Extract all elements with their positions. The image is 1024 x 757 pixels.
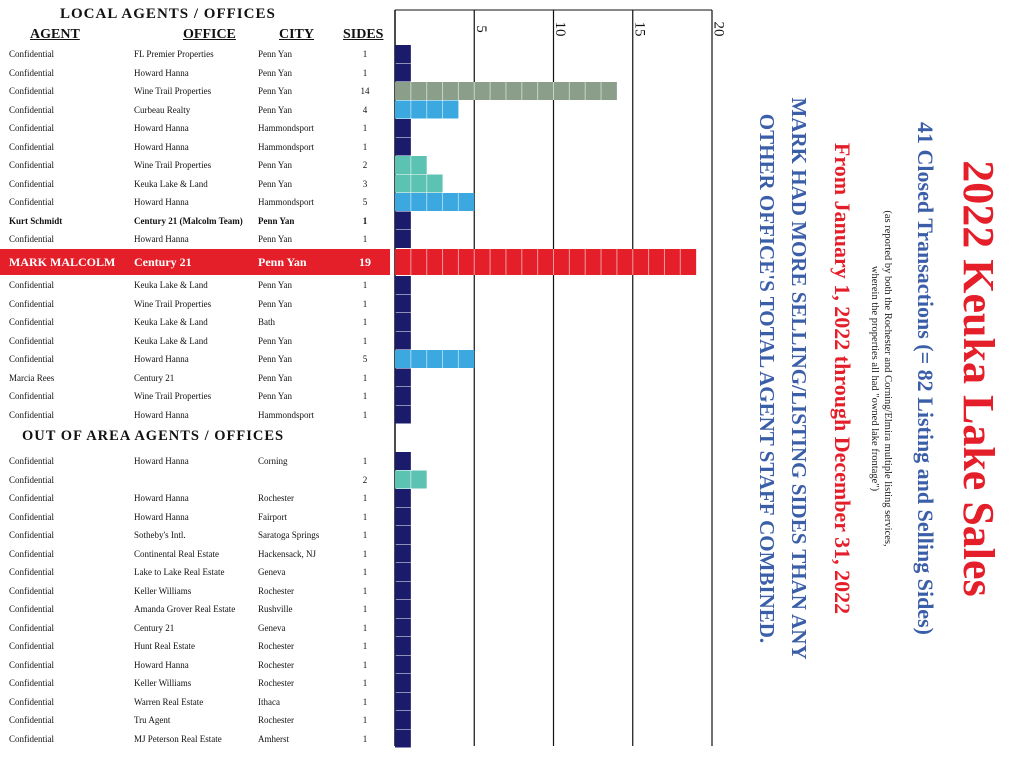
- cell-agent: Confidential: [9, 604, 54, 614]
- cell-agent: Confidential: [9, 678, 54, 688]
- cell-office: Wine Trail Properties: [134, 391, 212, 401]
- cell-office: Century 21 (Malcolm Team): [134, 215, 243, 226]
- cell-city: Hammondsport: [258, 123, 314, 133]
- bar: [395, 230, 411, 248]
- source-note-line-2: wherein the properties all had "owned lake frontage"): [869, 265, 880, 492]
- cell-sides: 1: [362, 141, 368, 152]
- cell-city: Penn Yan: [258, 67, 293, 78]
- cell-office: Tru Agent: [134, 715, 171, 725]
- cell-office: Amanda Grover Real Estate: [134, 604, 236, 614]
- cell-office: Wine Trail Properties: [134, 298, 212, 309]
- cell-city: Penn Yan: [258, 86, 293, 96]
- cell-sides: 1: [362, 530, 368, 540]
- cell-city: Rochester: [258, 678, 294, 688]
- cell-agent: Confidential: [9, 86, 54, 96]
- bar: [395, 119, 411, 137]
- cell-sides: 1: [362, 49, 368, 59]
- cell-agent: Confidential: [9, 354, 54, 364]
- bar: [395, 295, 411, 313]
- cell-agent: Confidential: [9, 298, 54, 309]
- cell-sides: 1: [362, 215, 368, 226]
- cell-city: Rochester: [258, 641, 294, 651]
- cell-sides: 2: [362, 160, 368, 170]
- cell-city: Geneva: [258, 567, 286, 577]
- bar: [395, 656, 411, 674]
- bar: [395, 582, 411, 600]
- cell-sides: 1: [362, 317, 368, 327]
- cell-city: Penn Yan: [258, 215, 295, 226]
- cell-city: Hammondsport: [258, 141, 314, 152]
- cell-agent: Confidential: [9, 178, 54, 189]
- cell-city: Hammondsport: [258, 409, 314, 420]
- cell-sides: 2: [362, 474, 368, 485]
- chart-title: 2022 Keuka Lake Sales: [954, 160, 1003, 597]
- cell-sides: 1: [362, 659, 368, 670]
- x-tick-label: 15: [631, 21, 648, 37]
- cell-sides: 1: [362, 298, 368, 309]
- bar: [395, 693, 411, 711]
- cell-agent: Confidential: [9, 696, 54, 707]
- cell-city: Penn Yan: [258, 298, 293, 309]
- cell-city: Corning: [258, 456, 288, 466]
- bar: [395, 332, 411, 350]
- cell-office: Sotheby's Intl.: [134, 530, 186, 540]
- cell-agent: Confidential: [9, 474, 54, 485]
- cell-sides: 1: [362, 678, 368, 688]
- bar: [395, 730, 411, 748]
- cell-sides: 1: [362, 234, 368, 244]
- claim-line-1: MARK HAD MORE SELLING/LISTING SIDES THAN ANY: [787, 97, 811, 660]
- cell-city: Penn Yan: [258, 280, 293, 290]
- cell-sides: 1: [362, 372, 368, 383]
- cell-sides: 1: [362, 696, 368, 707]
- cell-office: MJ Peterson Real Estate: [134, 733, 222, 744]
- cell-sides: 1: [362, 604, 368, 614]
- cell-sides: 5: [362, 354, 368, 364]
- claim-line-2: OTHER OFFICE'S TOTAL AGENT STAFF COMBINED.: [755, 113, 779, 644]
- cell-office: Wine Trail Properties: [134, 160, 212, 170]
- cell-city: Saratoga Springs: [258, 530, 320, 540]
- cell-sides: 1: [362, 641, 368, 651]
- cell-sides: 1: [362, 733, 368, 744]
- bar: [395, 674, 411, 692]
- cell-office: Howard Hanna: [134, 456, 189, 466]
- bar: [395, 563, 411, 581]
- cell-office: Keller Williams: [134, 678, 192, 688]
- bar: [395, 600, 411, 618]
- cell-agent: Confidential: [9, 280, 54, 290]
- cell-office: Warren Real Estate: [134, 696, 204, 707]
- cell-agent: Confidential: [9, 123, 54, 133]
- source-note-line-1: (as reported by both the Rochester and Corning/Elmira multiple listing services,: [882, 210, 893, 547]
- bar: [395, 45, 411, 63]
- cell-sides: 5: [362, 197, 368, 207]
- cell-sides: 1: [362, 335, 368, 346]
- city-column-header: CITY: [279, 27, 315, 42]
- chart-subtitle: 41 Closed Transactions (= 82 Listing and Selling Sides): [913, 122, 938, 635]
- cell-office: Lake to Lake Real Estate: [134, 567, 225, 577]
- cell-office: Keuka Lake & Land: [134, 280, 208, 290]
- cell-office: Continental Real Estate: [134, 548, 219, 559]
- bar: [395, 138, 411, 156]
- cell-agent: Confidential: [9, 548, 54, 559]
- cell-sides: 1: [362, 493, 368, 503]
- bar: [395, 637, 411, 655]
- cell-sides: 1: [362, 67, 368, 78]
- bar: [395, 156, 427, 174]
- bar: [395, 369, 411, 387]
- cell-office: Century 21: [134, 622, 175, 633]
- cell-city: Penn Yan: [258, 372, 293, 383]
- sides-column-header: SIDES: [343, 27, 384, 42]
- bar: [395, 508, 411, 526]
- bar: [395, 101, 458, 119]
- cell-agent: MARK MALCOLM: [9, 255, 116, 269]
- cell-office: Howard Hanna: [134, 141, 189, 152]
- cell-office: FL Premier Properties: [134, 49, 214, 59]
- cell-agent: Confidential: [9, 160, 54, 170]
- cell-city: Penn Yan: [258, 234, 293, 244]
- cell-agent: Confidential: [9, 622, 54, 633]
- cell-office: Century 21: [134, 372, 175, 383]
- cell-sides: 19: [359, 255, 371, 269]
- cell-city: Fairport: [258, 511, 287, 522]
- cell-city: Amherst: [258, 733, 289, 744]
- bar: [395, 545, 411, 563]
- cell-office: Howard Hanna: [134, 197, 189, 207]
- cell-city: Geneva: [258, 622, 286, 633]
- cell-sides: 1: [362, 548, 368, 559]
- cell-city: Penn Yan: [258, 160, 293, 170]
- cell-agent: Confidential: [9, 659, 54, 670]
- bar: [395, 175, 443, 193]
- cell-office: Curbeau Realty: [134, 104, 191, 115]
- cell-office: Howard Hanna: [134, 354, 189, 364]
- cell-city: Penn Yan: [258, 255, 307, 269]
- cell-agent: Confidential: [9, 391, 54, 401]
- cell-agent: Confidential: [9, 197, 54, 207]
- cell-office: Hunt Real Estate: [134, 641, 195, 651]
- cell-office: Keuka Lake & Land: [134, 335, 208, 346]
- cell-agent: Confidential: [9, 715, 54, 725]
- bar: [395, 82, 617, 100]
- cell-agent: Confidential: [9, 567, 54, 577]
- cell-city: Ithaca: [258, 696, 280, 707]
- out-of-area-heading: OUT OF AREA AGENTS / OFFICES: [22, 428, 285, 444]
- cell-sides: 1: [362, 409, 368, 420]
- x-tick-label: 20: [710, 21, 727, 37]
- x-tick-label: 10: [552, 21, 569, 37]
- date-range: From January 1, 2022 through December 31, 2022: [830, 142, 855, 615]
- office-column-header: OFFICE: [183, 27, 236, 42]
- bar: [395, 619, 411, 637]
- bar: [395, 249, 696, 275]
- cell-agent: Confidential: [9, 585, 54, 596]
- cell-city: Penn Yan: [258, 49, 293, 59]
- bar: [395, 489, 411, 507]
- cell-office: Howard Hanna: [134, 493, 189, 503]
- cell-office: Keuka Lake & Land: [134, 178, 208, 189]
- cell-agent: Confidential: [9, 234, 54, 244]
- cell-agent: Confidential: [9, 409, 54, 420]
- cell-city: Rochester: [258, 493, 294, 503]
- cell-city: Hackensack, NJ: [258, 548, 316, 559]
- bar: [395, 452, 411, 470]
- cell-office: Howard Hanna: [134, 234, 189, 244]
- cell-sides: 1: [362, 567, 368, 577]
- x-tick-label: 5: [472, 25, 489, 33]
- cell-office: Century 21: [134, 255, 192, 269]
- cell-office: Howard Hanna: [134, 511, 189, 522]
- bar: [395, 313, 411, 331]
- cell-sides: 1: [362, 391, 368, 401]
- agent-column-header: AGENT: [30, 27, 80, 42]
- cell-city: Penn Yan: [258, 354, 293, 364]
- cell-city: Rushville: [258, 604, 293, 614]
- bar: [395, 711, 411, 729]
- cell-agent: Confidential: [9, 493, 54, 503]
- cell-agent: Confidential: [9, 641, 54, 651]
- bar: [395, 471, 427, 489]
- cell-office: Wine Trail Properties: [134, 86, 212, 96]
- cell-agent: Confidential: [9, 104, 54, 115]
- bar: [395, 193, 474, 211]
- cell-agent: Confidential: [9, 530, 54, 540]
- cell-city: Rochester: [258, 659, 294, 670]
- bar: [395, 387, 411, 405]
- cell-agent: Confidential: [9, 733, 54, 744]
- bar: [395, 526, 411, 544]
- cell-sides: 4: [362, 104, 368, 115]
- cell-office: Keuka Lake & Land: [134, 317, 208, 327]
- cell-agent: Confidential: [9, 67, 54, 78]
- cell-agent: Confidential: [9, 141, 54, 152]
- cell-office: Howard Hanna: [134, 409, 189, 420]
- local-heading: LOCAL AGENTS / OFFICES: [60, 6, 276, 22]
- cell-office: Keller Williams: [134, 585, 192, 596]
- bar: [395, 406, 411, 424]
- cell-agent: Confidential: [9, 49, 54, 59]
- cell-office: Howard Hanna: [134, 67, 189, 78]
- cell-sides: 1: [362, 456, 368, 466]
- cell-sides: 1: [362, 123, 368, 133]
- cell-city: Rochester: [258, 585, 294, 596]
- bar: [395, 276, 411, 294]
- cell-sides: 1: [362, 715, 368, 725]
- cell-sides: 1: [362, 622, 368, 633]
- cell-city: Penn Yan: [258, 178, 293, 189]
- cell-sides: 14: [360, 86, 370, 96]
- cell-city: Penn Yan: [258, 391, 293, 401]
- cell-sides: 1: [362, 585, 368, 596]
- bar: [395, 350, 474, 368]
- cell-agent: Confidential: [9, 335, 54, 346]
- cell-city: Bath: [258, 317, 275, 327]
- cell-city: Rochester: [258, 715, 294, 725]
- cell-agent: Kurt Schmidt: [9, 215, 63, 226]
- cell-city: Penn Yan: [258, 104, 293, 115]
- cell-sides: 3: [362, 178, 368, 189]
- cell-city: Hammondsport: [258, 197, 314, 207]
- cell-agent: Confidential: [9, 511, 54, 522]
- bar: [395, 212, 411, 230]
- cell-office: Howard Hanna: [134, 123, 189, 133]
- cell-sides: 1: [362, 280, 368, 290]
- cell-agent: Marcia Rees: [9, 372, 55, 383]
- cell-sides: 1: [362, 511, 368, 522]
- bar: [395, 64, 411, 82]
- cell-city: Penn Yan: [258, 335, 293, 346]
- cell-office: Howard Hanna: [134, 659, 189, 670]
- cell-agent: Confidential: [9, 456, 54, 466]
- cell-agent: Confidential: [9, 317, 54, 327]
